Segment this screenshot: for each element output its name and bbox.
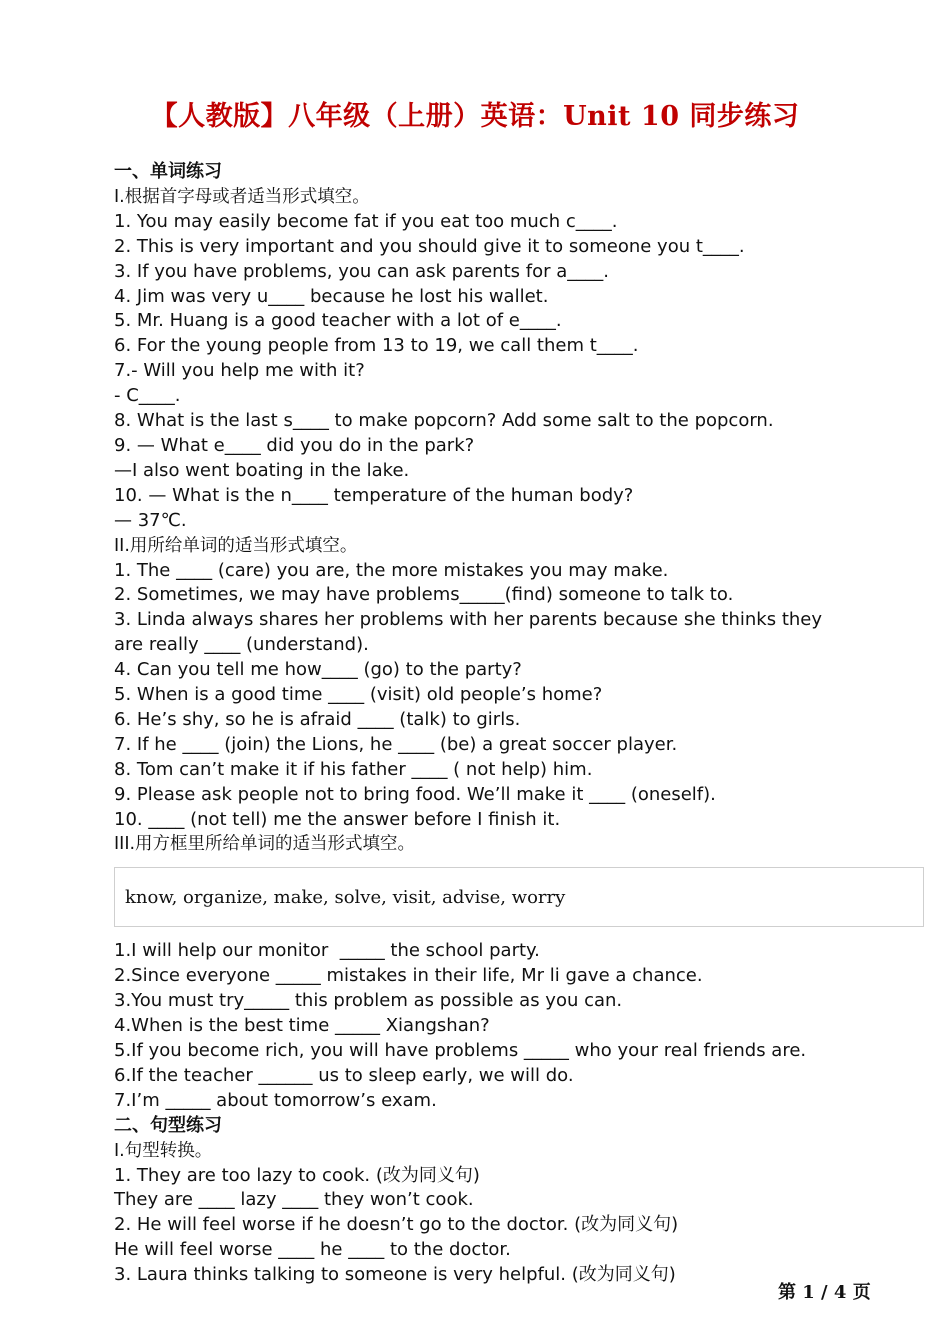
exercise-line: 6. He’s shy, so he is afraid ____ (talk) to girls. bbox=[114, 708, 521, 730]
exercise-line: 8. What is the last s____ to make popcorn? Add some salt to the popcorn. bbox=[114, 410, 774, 432]
exercise-line: 10. ____ (not tell) me the answer before I finish it. bbox=[114, 808, 561, 830]
exercise-line: 5. When is a good time ____ (visit) old people’s home? bbox=[114, 684, 603, 706]
word-box: know, organize, make, solve, visit, advise, worry bbox=[114, 867, 924, 927]
exercise-line: 1. You may easily become fat if you eat too much c____. bbox=[114, 210, 618, 232]
exercise-line: 3. Laura thinks talking to someone is very helpful. (改为同义句) bbox=[114, 1264, 676, 1286]
part-heading: II.用所给单词的适当形式填空。 bbox=[114, 535, 358, 556]
exercise-line: 7.- Will you help me with it? bbox=[114, 360, 365, 382]
exercise-line: 3. If you have problems, you can ask parents for a____. bbox=[114, 260, 609, 282]
exercise-line: 1. They are too lazy to cook. (改为同义句) bbox=[114, 1164, 480, 1186]
exercise-line: 5. Mr. Huang is a good teacher with a lot of e____. bbox=[114, 310, 562, 332]
exercise-line: 4. Can you tell me how____ (go) to the party? bbox=[114, 659, 522, 681]
part-heading: I.句型转换。 bbox=[114, 1140, 213, 1161]
exercise-line: — 37℃. bbox=[114, 509, 187, 531]
exercise-line: 3. Linda always shares her problems with her parents because she thinks they bbox=[114, 609, 823, 631]
page-number: 第 1 / 4 页 bbox=[778, 1282, 871, 1303]
exercise-line: 2. He will feel worse if he doesn’t go to the doctor. (改为同义句) bbox=[114, 1214, 679, 1236]
document-title: 【人教版】八年级（上册）英语：Unit 10 同步练习 bbox=[150, 101, 800, 132]
exercise-line: 4. Jim was very u____ because he lost his wallet. bbox=[114, 285, 549, 307]
exercise-line: —I also went boating in the lake. bbox=[114, 459, 410, 481]
part-heading: III.用方框里所给单词的适当形式填空。 bbox=[114, 834, 416, 855]
exercise-line: 7. If he ____ (join) the Lions, he ____ (be) a great soccer player. bbox=[114, 733, 678, 755]
exercise-line: 2. This is very important and you should give it to someone you t____. bbox=[114, 235, 745, 257]
exercise-line: 9. Please ask people not to bring food. We’ll make it ____ (oneself). bbox=[114, 783, 716, 805]
exercise-line: 10. — What is the n____ temperature of the human body? bbox=[114, 484, 634, 506]
exercise-line: 6. For the young people from 13 to 19, we call them t____. bbox=[114, 335, 639, 357]
exercise-line: 1. The ____ (care) you are, the more mistakes you may make. bbox=[114, 559, 669, 581]
exercise-line: They are ____ lazy ____ they won’t cook. bbox=[114, 1189, 474, 1211]
exercise-line: 6.If the teacher ______ us to sleep early, we will do. bbox=[114, 1064, 574, 1086]
exercise-line: 4.When is the best time _____ Xiangshan? bbox=[114, 1015, 490, 1037]
exercise-line: 9. — What e____ did you do in the park? bbox=[114, 434, 475, 456]
exercise-line: 5.If you become rich, you will have problems _____ who your real friends are. bbox=[114, 1040, 807, 1061]
exercise-line: He will feel worse ____ he ____ to the doctor. bbox=[114, 1239, 511, 1261]
exercise-line: 2. Sometimes, we may have problems_____(find) someone to talk to. bbox=[114, 584, 734, 606]
exercise-line: 3.You must try_____ this problem as possible as you can. bbox=[114, 990, 623, 1012]
exercise-line: - C____. bbox=[114, 385, 181, 407]
part-heading: I.根据首字母或者适当形式填空。 bbox=[114, 186, 370, 207]
exercise-line: are really ____ (understand). bbox=[114, 634, 369, 656]
document-content bbox=[114, 160, 926, 1288]
section-heading-sentences: 二、句型练习 bbox=[114, 1114, 222, 1136]
section-heading-vocabulary: 一、单词练习 bbox=[114, 161, 222, 182]
exercise-line: 2.Since everyone _____ mistakes in their life, Mr li gave a chance. bbox=[114, 965, 703, 987]
exercise-line: 7.I’m _____ about tomorrow’s exam. bbox=[114, 1089, 437, 1111]
exercise-line: 8. Tom can’t make it if his father ____ ( not help) him. bbox=[114, 758, 593, 780]
exercise-line: 1.I will help our monitor _____ the school party. bbox=[114, 940, 540, 962]
